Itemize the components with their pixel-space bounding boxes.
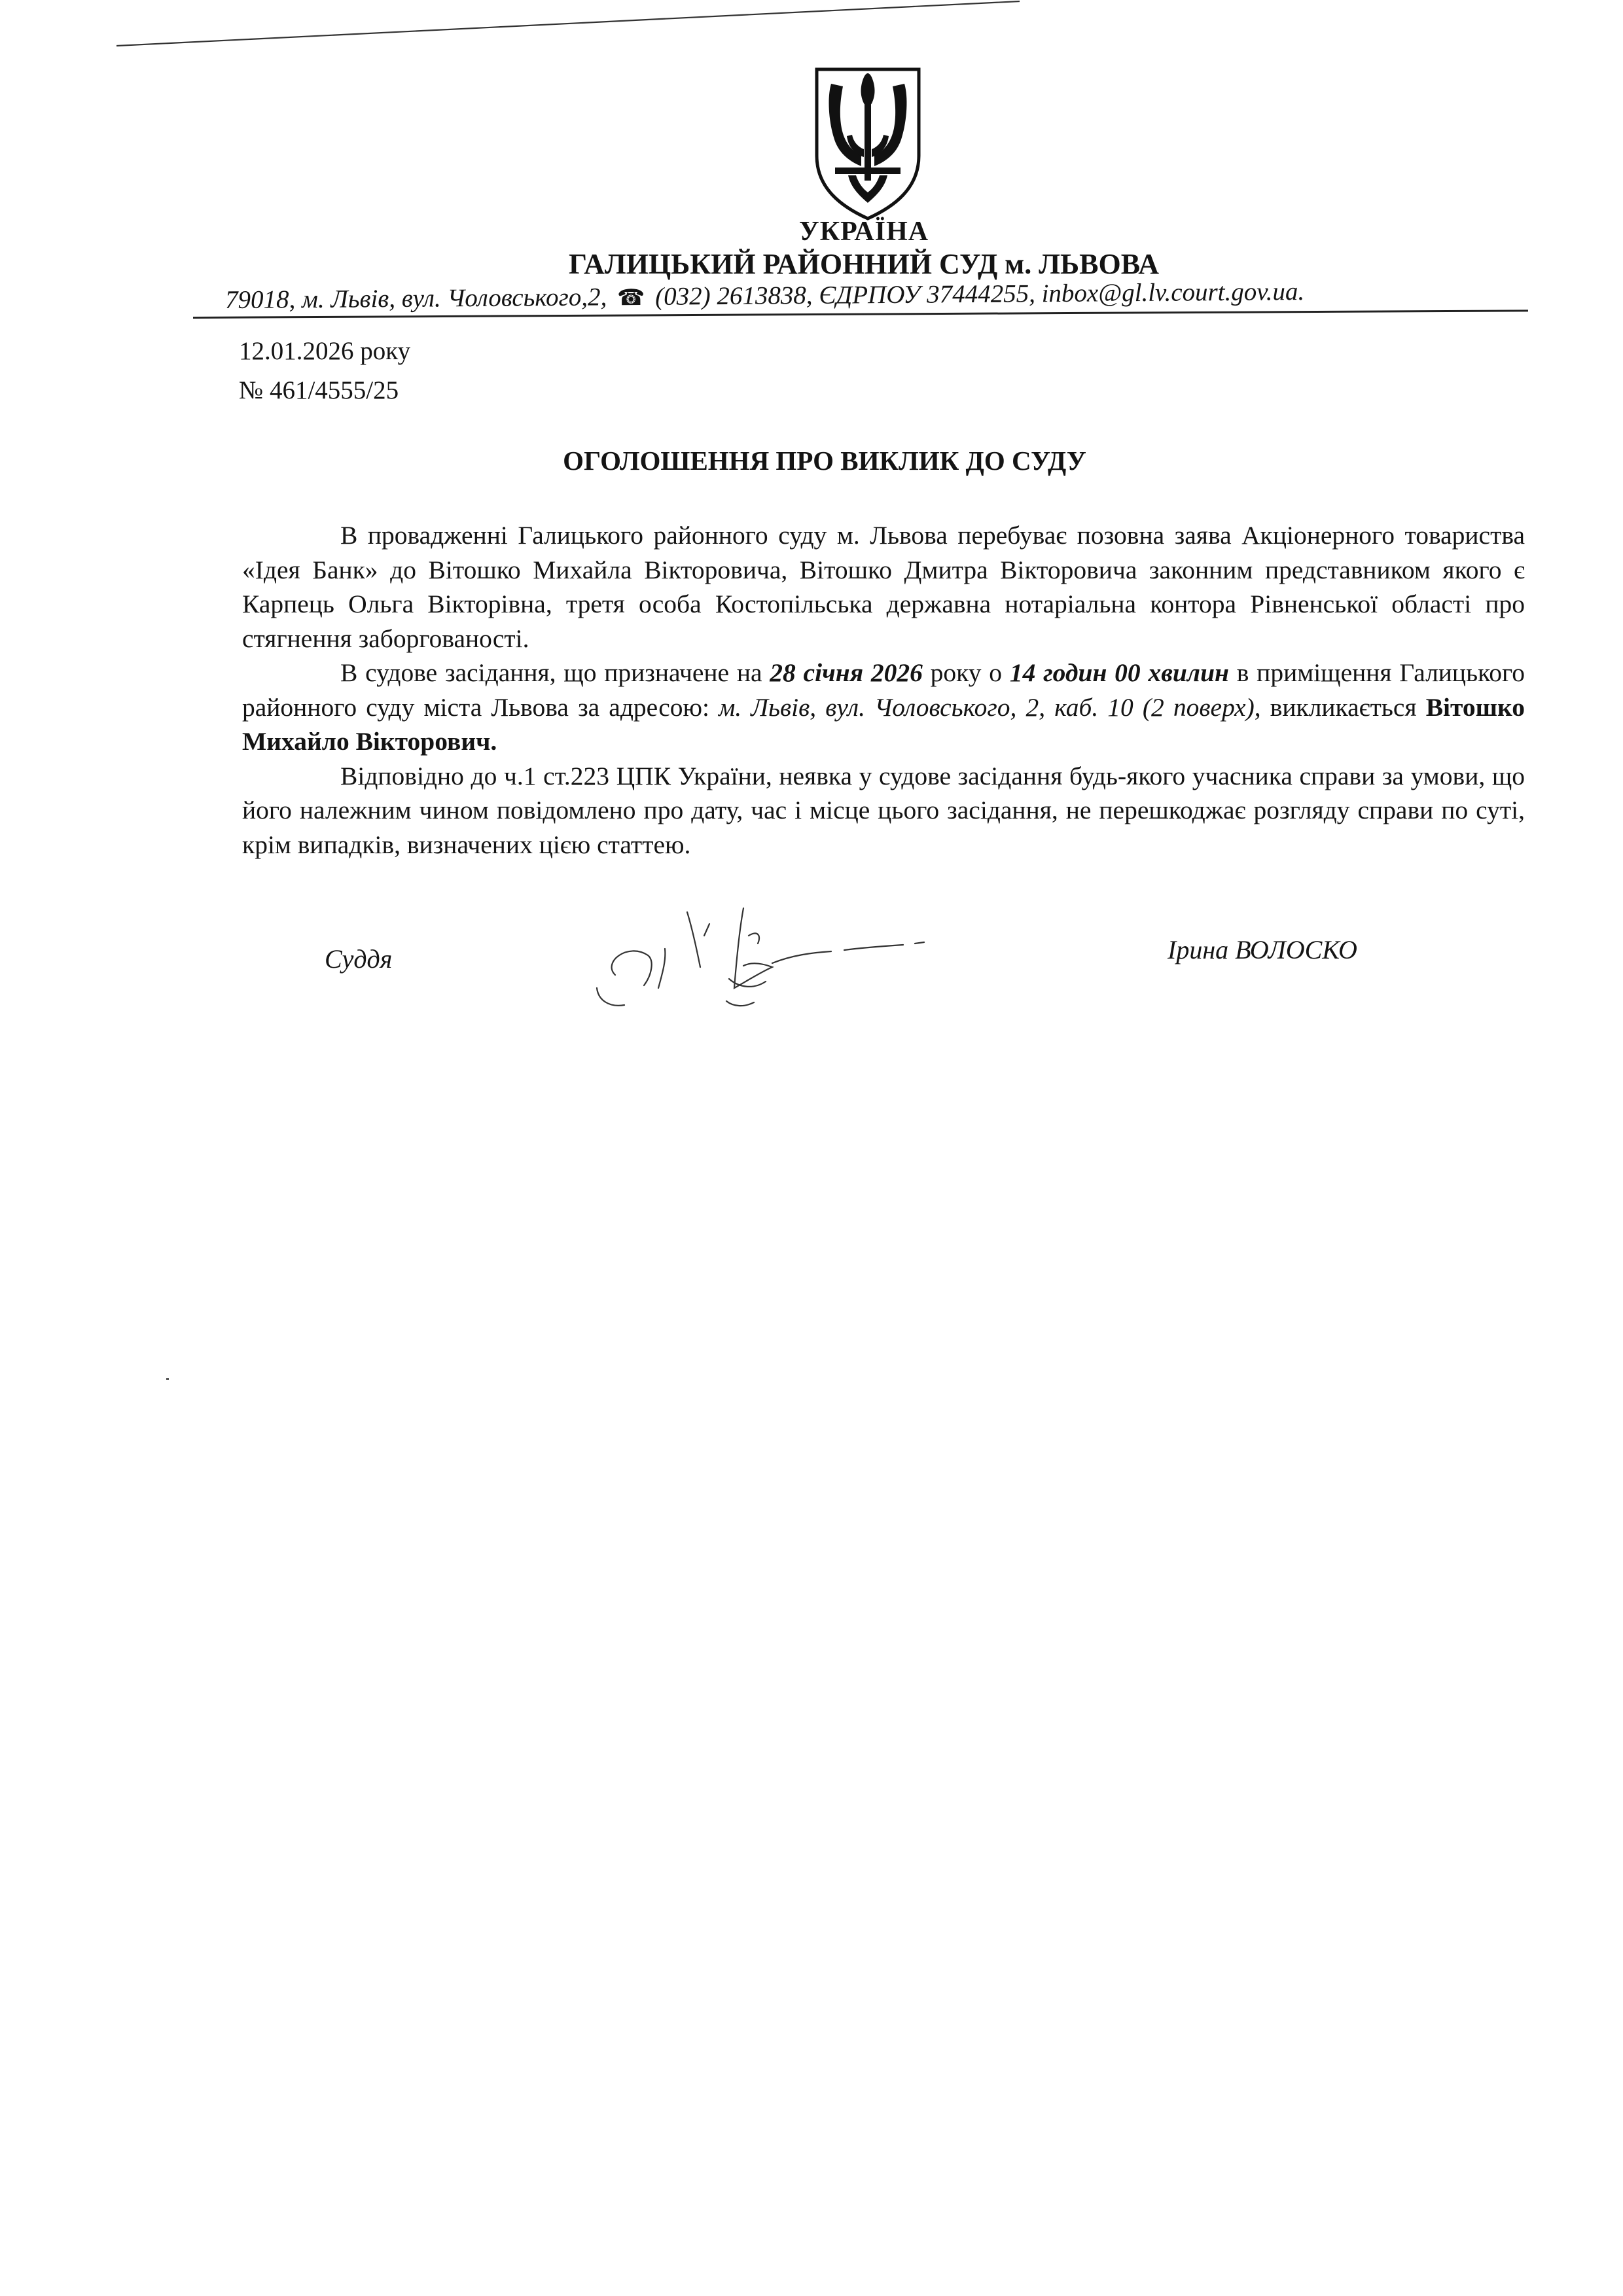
coat-of-arms-trident-icon <box>809 58 927 221</box>
hearing-text-b: року о <box>922 658 1010 687</box>
header-email: inbox@gl.lv.court.gov.ua. <box>1041 277 1305 308</box>
paragraph-claim: В провадженні Галицького районного суду м. Львова перебуває позовна заява Акціонерного товариства «Ідея Банк» до Вітошко Михайла Вікторовича, Вітошко Дмитра Вікторовича законним представником якого є Карпець Ольга Вікторівна, третя особа Костопільська державна нотаріальна контора Рівненської області про стягнення заборгованості. <box>242 521 1525 653</box>
document-body <box>242 518 1525 862</box>
signature-role: Суддя <box>325 944 393 974</box>
hearing-time: 14 годин 00 хвилин <box>1009 658 1229 687</box>
paragraph-hearing <box>242 656 1525 759</box>
signature-name: Ірина ВОЛОСКО <box>1168 935 1357 964</box>
hearing-text-d: , викликається <box>1254 692 1426 722</box>
paragraph-law: Відповідно до ч.1 ст.223 ЦПК України, неявка у судове засідання будь-якого учасника справи за умови, що його належним чином повідомлено про дату, час і місце цього засідання, не перешкоджає розгляду справи по суті, крім випадків, визначених цією статтею. <box>242 761 1525 859</box>
hearing-address: м. Львів, вул. Чоловського, 2, каб. 10 (2 поверх) <box>719 692 1255 722</box>
header-country: УКРАЇНА <box>798 217 929 247</box>
header-court-name: ГАЛИЦЬКИЙ РАЙОННИЙ СУД м. ЛЬВОВА <box>568 248 1160 280</box>
document-number: № 461/4555/25 <box>239 376 399 404</box>
handwritten-signature <box>589 890 955 1021</box>
hearing-text-c: в приміщення Галицького районного суду міста Львова за адресою: <box>242 658 1525 722</box>
document-title: ОГОЛОШЕННЯ ПРО ВИКЛИК ДО СУДУ <box>563 446 1086 476</box>
hearing-text-a: В судове засідання, що призначене на <box>340 658 770 687</box>
telephone-icon: ☎ <box>616 285 645 311</box>
header-edrpou: ЄДРПОУ 37444255, <box>819 279 1036 309</box>
scan-speck <box>166 1378 169 1380</box>
document-date: 12.01.2026 року <box>239 337 411 365</box>
header-phone: (032) 2613838, <box>654 281 813 311</box>
scan-edge-line <box>116 0 1020 52</box>
hearing-date: 28 січня 2026 <box>770 658 923 687</box>
header-address: 79018, м. Львів, вул. Чоловського,2, <box>224 283 607 314</box>
summoned-person: Вітошко Михайло Вікторович. <box>242 692 1525 756</box>
header-contacts <box>225 275 1534 315</box>
